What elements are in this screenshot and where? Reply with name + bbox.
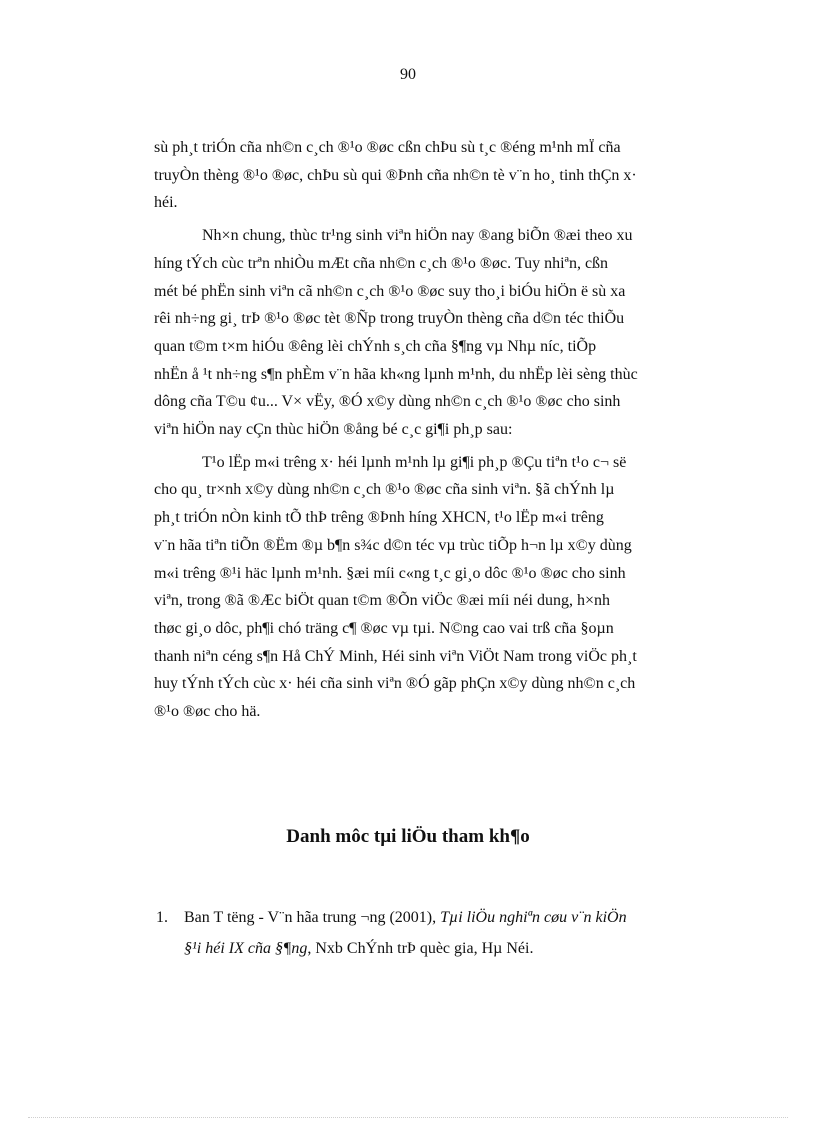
reference-item (156, 902, 756, 964)
references-heading: Danh môc tµi liÖu tham kh¶o (286, 826, 530, 847)
body-text (154, 134, 740, 731)
reference-publisher: , Nxb ChÝnh trÞ quèc gia, Hµ Néi. (307, 940, 534, 957)
page-bottom-divider (28, 1117, 788, 1118)
paragraph: T¹o lËp m«i trêng x· héi lµnh m¹nh lµ gi¶i ph¸p ®Çu tiªn t¹o c¬ së cho qu¸ tr×nh x©y dùng nh©n c¸ch ®¹o ®øc cña sinh viªn. §ã chÝnh lµ ph¸t triÓn nÒn kinh tÕ thÞ trêng ®Þnh híng XHCN, t¹o lËp m«i trêng v¨n hãa tiªn tiÕn ®Ëm ®µ b¶n s¾c d©n téc vµ trùc tiÕp h¬n lµ x©y dùng m«i trêng ®¹i häc lµnh m¹nh. §æi míi c«ng t¸c gi¸o dôc ®¹o ®øc cho sinh viªn, trong ®ã ®Æc biÖt quan t©m ®Õn viÖc ®æi míi néi dung, h×nh thøc gi¸o dôc, ph¶i chó träng c¶ ®øc vµ tµi. N©ng cao vai trß cña §oµn thanh niªn céng s¶n Hå ChÝ Minh, Héi sinh viªn ViÖt Nam trong viÖc ph¸t huy tÝnh tÝch cùc x· héi cña sinh viªn ®Ó gãp phÇn x©y dùng nh©n c¸ch ®¹o ®øc cho hä. (154, 453, 637, 721)
paragraph: Nh×n chung, thùc tr¹ng sinh viªn hiÖn nay ®ang biÕn ®æi theo xu híng tÝch cùc trªn nhiÒu mÆt cña nh©n c¸ch ®¹o ®øc. Tuy nhiªn, cßn mét bé phËn sinh viªn cã nh©n c¸ch ®¹o ®øc suy tho¸i biÓu hiÖn ë sù xa rêi nh÷ng gi¸ trÞ ®¹o ®øc tèt ®Ñp trong truyÒn thèng cña d©n téc thiÕu quan t©m t×m hiÓu ®êng lèi chÝnh s¸ch cña §¶ng vµ Nhµ níc, tiÕp nhËn å ¹t nh÷ng s¶n phÈm v¨n hãa kh«ng lµnh m¹nh, du nhËp lèi sèng thùc dông cña T©u ¢u... V× vËy, ®Ó x©y dùng nh©n c¸ch ®¹o ®øc cho sinh viªn hiÖn nay cÇn thùc hiÖn ®ång bé c¸c gi¶i ph¸p sau: (154, 227, 638, 439)
page-number: 90 (400, 66, 416, 83)
reference-authors: Ban T tëng - V¨n hãa trung ¬ng (2001), (184, 909, 441, 926)
reference-text (184, 902, 756, 964)
reference-number: 1. (156, 909, 168, 926)
paragraph: sù ph¸t triÓn cña nh©n c¸ch ®¹o ®øc cßn chÞu sù t¸c ®éng m¹nh mÏ cña truyÒn thèng ®¹o ®øc, chÞu sù qui ®Þnh cña nh©n tè v¨n ho¸ tinh thÇn x· héi. (154, 139, 637, 212)
reference-title: Tµi liÖu nghiªn cøu v¨n kiÖn §¹i héi IX cña §¶ng (184, 909, 627, 957)
